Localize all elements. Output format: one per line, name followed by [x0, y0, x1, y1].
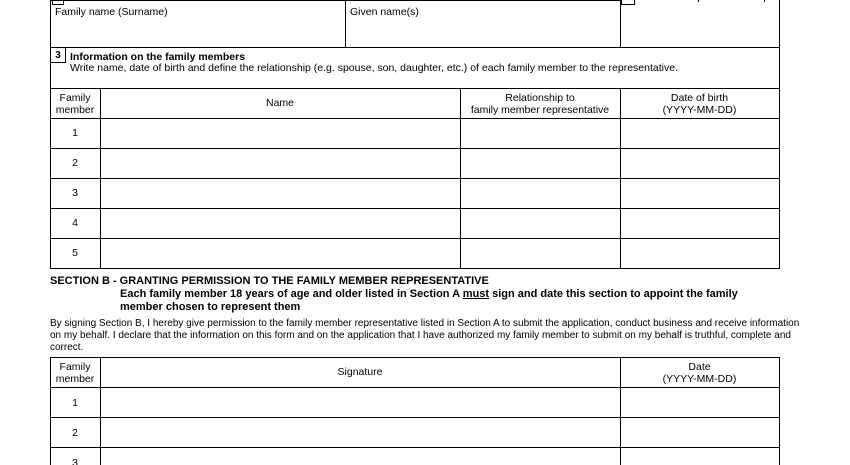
s3-dob-field[interactable] — [621, 209, 779, 238]
given-names-label: Given name(s) — [350, 6, 419, 18]
s3-dob-field[interactable] — [621, 239, 779, 268]
s3-name-field[interactable] — [101, 119, 460, 148]
section-b-subheading-line2: member chosen to represent them — [120, 301, 301, 313]
row-number: 1 — [72, 127, 78, 139]
row-number: 5 — [72, 247, 78, 259]
sb-signature-field[interactable] — [101, 448, 620, 465]
section-b-paragraph-line2: on my behalf. I declare that the information on this form and on the application that I have authorized my family member to submit on my behalf is truthful, complete and — [50, 330, 791, 341]
sb-date-field[interactable] — [621, 418, 779, 447]
section-b-paragraph-line1: By signing Section B, I hereby give permission to the family member representative listed in Section A to submit the application, conduct business and receive information — [50, 318, 800, 329]
given-names-field[interactable] — [346, 18, 620, 47]
s3-relationship-field[interactable] — [461, 209, 620, 238]
row-number: 2 — [72, 427, 78, 439]
section3-instructions: Write name, date of birth and define the relationship (e.g. spouse, son, daughter, etc.) of each family member to the representative. — [70, 62, 678, 74]
s3-dob-field[interactable] — [621, 179, 779, 208]
sb-col-date-header: Date (YYYY-MM-DD) — [662, 361, 737, 385]
s3-relationship-field[interactable] — [461, 119, 620, 148]
sb-date-field[interactable] — [621, 388, 779, 417]
row-number: 3 — [72, 457, 78, 465]
row-number: 3 — [72, 187, 78, 199]
section-b-paragraph-line3: correct. — [50, 342, 84, 353]
section-b-subheading-line1: Each family member 18 years of age and older listed in Section A must sign and date this section to appoint the family — [120, 288, 738, 300]
s3-name-field[interactable] — [101, 179, 460, 208]
sb-col-signature-header: Signature — [337, 366, 383, 378]
row-number: 1 — [72, 397, 78, 409]
s3-dob-field[interactable] — [621, 119, 779, 148]
family-name-label: Family name (Surname) — [55, 6, 168, 18]
top-right-field[interactable] — [621, 6, 779, 47]
s3-relationship-field[interactable] — [461, 149, 620, 178]
s3-name-field[interactable] — [101, 239, 460, 268]
family-name-field[interactable] — [51, 18, 345, 47]
sb-date-field[interactable] — [621, 448, 779, 465]
section3-number: 3 — [55, 50, 61, 61]
sb-signature-field[interactable] — [101, 388, 620, 417]
section-b-heading: SECTION B - GRANTING PERMISSION TO THE FAMILY MEMBER REPRESENTATIVE — [50, 275, 489, 287]
row-number: 4 — [72, 217, 78, 229]
section3-title: Information on the family members — [70, 51, 246, 63]
s3-name-field[interactable] — [101, 149, 460, 178]
s3-relationship-field[interactable] — [461, 179, 620, 208]
s3-col-dob-header: Date of birth (YYYY-MM-DD) — [662, 92, 737, 116]
s3-col-member-header: Family member — [55, 92, 95, 116]
s3-col-name-header: Name — [265, 97, 294, 109]
sb-col-member-header: Family member — [55, 361, 95, 385]
sb-signature-field[interactable] — [101, 418, 620, 447]
s3-dob-field[interactable] — [621, 149, 779, 178]
s3-relationship-field[interactable] — [461, 239, 620, 268]
s3-name-field[interactable] — [101, 209, 460, 238]
row-number: 2 — [72, 157, 78, 169]
s3-col-relationship-header: Relationship to family member representative — [470, 92, 610, 116]
